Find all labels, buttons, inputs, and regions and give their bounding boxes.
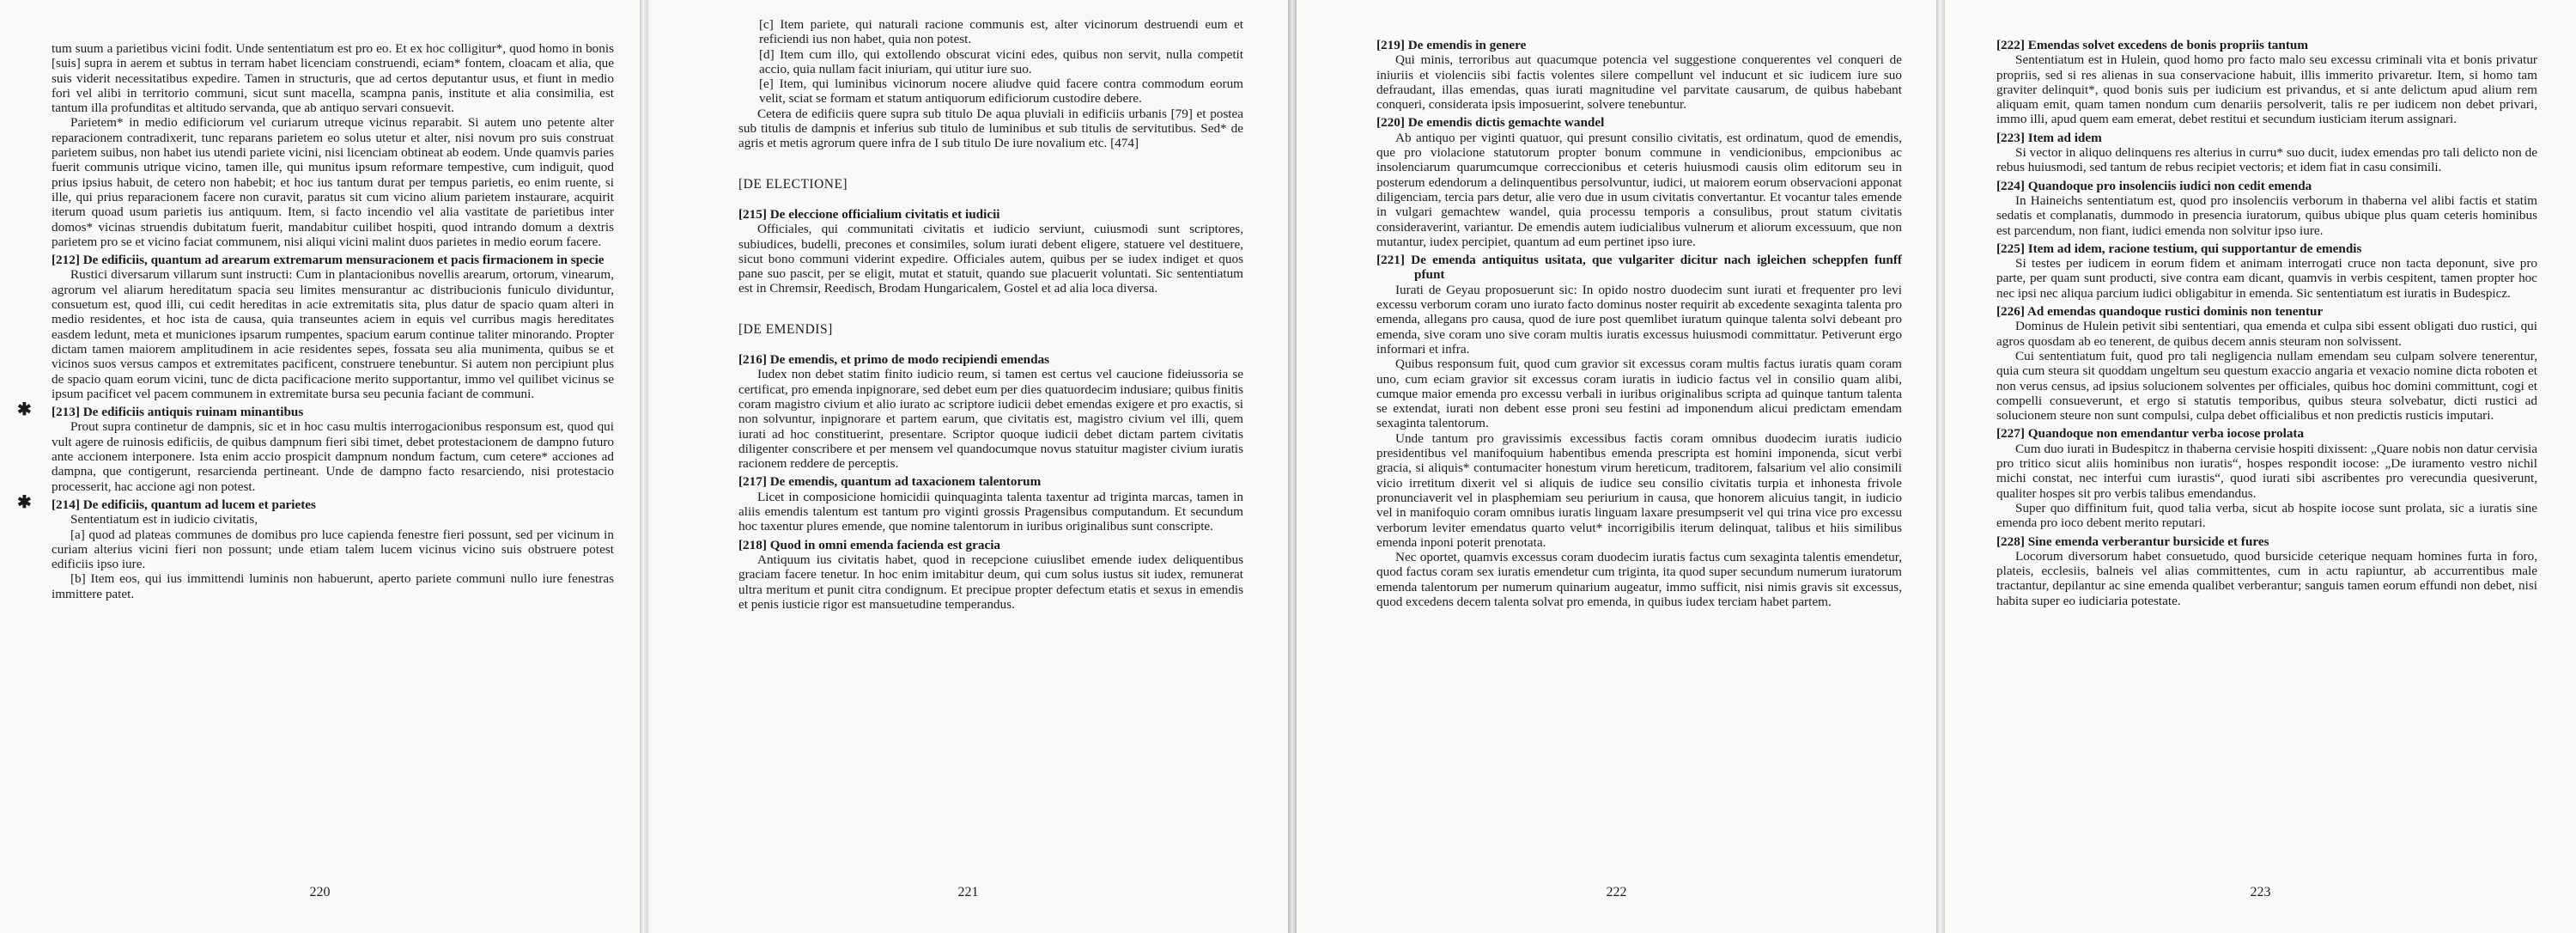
entry-paragraph: Super quo diffinitum fuit, quod talia verba, sicut ab hospite iocose sunt prolata, sic a iuratis sine emenda pro ioco debent merito reputari.	[1996, 500, 2537, 531]
entry-paragraph: Licet in composicione homicidii quinquaginta talenta taxentur ad triginta marcas, tamen in aliis emendis talentum est tantum pro viginti grossis Pragensibus computandum. Et secundum hoc taxentur plures emende, que nomine talentorum in iuribus originalibus sunt conscripte.	[738, 489, 1243, 534]
page-number: 223	[2250, 885, 2271, 899]
entry-number: [214]	[52, 497, 80, 512]
entry-number: [212]	[52, 253, 80, 268]
legal-entry	[738, 538, 1243, 612]
legal-entry	[738, 474, 1243, 534]
entry-heading	[52, 497, 614, 512]
page-body	[17, 41, 614, 601]
entry-number: [221]	[1376, 253, 1405, 268]
page-222	[1297, 0, 1936, 933]
page-gutter	[640, 0, 648, 933]
entry-paragraph: Cum duo iurati in Budespitcz in thaberna cervisie hospiti dixissent: „Quare nobis non datur cervisia pro tritico sicut aliis hominibus non iuratis“, hospes respondit iocose: „De iuramento vestro nichil michi constat, nec interfui cum iurastis“, quod iurati sibi ascribentes pro verecundia quesiverunt, qualiter hospes sit pro verbis talibus emendandus.	[1996, 441, 2537, 501]
paragraph: tum suum a parietibus vicini fodit. Unde sententiatum est pro eo. Et ex hoc colligitur*, quod homo in bonis [suis] supra in aerem et subtus in terram habet licenciam construendi, eciam* fontem, cloacam et alia, que suis viderit necessitatibus expedire. Tamen in structuris, que ad certos deputantur usus, et fiunt in medio fori vel alibi in territorio communi, sicut sunt macella, scampna panis, institute et alia consimilia, est tantum illa profunditas et altitudo servanda, que ab antiquo servari consuevit.	[52, 41, 614, 116]
entry-paragraph: Qui minis, terroribus aut quacumque potencia vel suggestione conquerentes vel conqueri de iniuriis et violenciis sibi factis volentes silere compellunt vel inducunt et sic iudicem iure suo defraudant, illas emendas, quas iurati magnitudine vel parvitate causarum, de quibus habebant conqueri, considerata ipsis imposuerint, solvere tenebuntur.	[1376, 52, 1902, 113]
entry-title: De emendis in genere	[1407, 38, 1527, 52]
entry-number: [228]	[1996, 534, 2025, 549]
entry-heading	[1996, 179, 2537, 193]
entry-number: [217]	[738, 474, 767, 490]
entry-title: De edificiis, quantum ad arearum extremarum mensuracionem et pacis firmacionem in specie	[82, 253, 605, 268]
entry-heading	[1376, 115, 1902, 130]
entry-heading	[1996, 534, 2537, 549]
legal-entry	[1376, 115, 1902, 249]
page-223	[1945, 0, 2576, 933]
entry-title: Ad emendas quandoque rustici dominis non tenentur	[2026, 304, 2324, 320]
entry-title: Item ad idem, racione testium, qui supportantur de emendis	[2027, 241, 2362, 256]
entry-number: [223]	[1996, 130, 2025, 145]
entry-paragraph: [a] quod ad plateas communes de domibus pro luce capienda fenestre fieri possunt, sed per vicinum in curiam alterius vicini fieri non possunt; unde etiam talem lucem vicinus vicino suis obstruere potest edificiis ipso iure.	[52, 527, 614, 572]
entry-paragraph: Si vector in aliquo delinquens res alterius in curru* suo ducit, iudex emendas pro tali delicto non de rebus huiusmodi, sed tantum de rebus recipiet vectoris; et idem fiat in casu consimili.	[1996, 145, 2537, 175]
entry-title: De emendis, quantum ad taxacionem talentorum	[769, 474, 1042, 490]
entry-paragraph: Nec oportet, quamvis excessus coram duodecim iuratis factus cum sexaginta talentis emendetur, quod factus coram sex iuratis emendetur cum triginta, ita quod super secundum numerum iuratorum emenda talentorum per numerum quinarium augeatur, immo sufficit, nisi nimis gravis sit excessus, quod excedens decem talenta solvat pro emenda, in quibus iudex terciam habet partem.	[1376, 550, 1902, 609]
legal-entry	[1996, 38, 2537, 127]
entry-heading	[52, 253, 614, 267]
entry-number: [225]	[1996, 241, 2025, 256]
page-body	[738, 17, 1243, 612]
entry-heading	[1376, 38, 1902, 52]
legal-entry	[738, 207, 1243, 296]
entry-paragraph: In Haineichs sententiatum est, quod pro insolenciis verborum in thaberna vel alibi factis et statim sedatis et complanatis, dummodo in presencia iuratorum, quibus ubique plus quam ceteris hominibus est parcendum, non fiant, iudici emenda non solvitur ipso iure.	[1996, 192, 2537, 238]
section-heading: [DE ELECTIONE]	[738, 176, 848, 192]
entry-title: De edificiis, quantum ad lucem et parietes	[82, 497, 316, 512]
legal-entry	[1376, 38, 1902, 112]
entry-title: De edificiis antiquis ruinam minantibus	[82, 405, 304, 420]
asterisk-marker-icon: ✱	[17, 492, 32, 512]
page-number: 222	[1606, 885, 1627, 899]
legal-entry	[17, 492, 614, 601]
entry-paragraph: Quibus responsum fuit, quod cum gravior sit excessus coram multis factus iuratis quam coram uno, cum eciam gravior sit excessus coram iuratis in iudicio factus vel in consilio quam alibi, cumque maior emenda pro excessu verbali in iuribus originalibus scripta ad quinque tantum talenta se extendat, iurati non debent esse proni seu festini ad imponendum alicui predictam emendam sexaginta talentorum.	[1376, 357, 1902, 431]
legal-entry	[1996, 534, 2537, 608]
legal-entry	[1376, 253, 1902, 609]
entry-paragraph: Unde tantum pro gravissimis excessibus factis coram omnibus duodecim iuratis iudicio presidentibus vel manifoquium habentibus emenda prescripta est homini imponenda, sicut verbi gracia, si aliquis* contumaciter honestum virum hereticum, traditorem, falsarium vel alio consimili vicio irretitum dixerit vel si aliquis de iudice seu consilio civitatis turpia et inhonesta frivole pronunciaverit vel in plasphemiam seu periurium in causa, que honorem alicuius tangit, in iudicio vel in manifoquio coram omnibus iuratis linguam laxare presumpserit vel qui trina vice pro excessu verborum leviter emendatus quarto velut* incorrigibilis iterum delinquat, talibus et hiis similibus emenda inponi poterit prenotata.	[1376, 430, 1902, 550]
entry-paragraph: Cui sententiatum fuit, quod pro tali negligencia nullam emendam seu culpam solvere tenerentur, quia cum steura sit quoddam ungeltum seu questum exaccio angaria et vexacio nomine dicta roboten et non verus census, ad ipsius solucionem solventes per officiales, quibus hoc domini committunt, cogi et compelli consueverunt, et ergo si statutis temporibus, quibus steura solvebatur, dicti rustici ad solucionem steure non sunt compulsi, culpa debet officialibus et non predictis rusticis imputari.	[1996, 348, 2537, 424]
entry-number: [222]	[1996, 38, 2025, 52]
entry-paragraph: Rustici diversarum villarum sunt instructi: Cum in plantacionibus novellis arearum, ortorum, vinearum, agrorum vel aliarum hereditatum spacia seu limites mensurantur ac distribucionis funiculo dividuntur, consuetum est, quod illi, cui cedit hereditas in acie extremitatis sita, plus datur de spacio quam alteri in medio residentes, et hoc ista de causa, quia transeuntes aciem in equis vel curribus magis hereditates easdem ledunt, meta et municiones ipsarum rumpentes, spacium earum continue taliter minorando. Propter dictam tamen maiorem amplitudinem in acie residentes sepes, fossata seu alia munimenta, quibus se et vicinos suos versus campos et extremitates pacificent, construere tenebuntur. Si autem non percipiunt plus de spacio quam eorum vicini, tunc de dicta pacificacione merito supportantur, immo vel quilibet vicinus se ipsum pacificet vel pacem communem in extremitate bursa seu pecunia faciant de communi.	[52, 267, 614, 401]
paragraph: Parietem* in medio edificiorum vel curiarum utreque vicinus reparabit. Si autem uno petente alter reparacionem contradixerit, tunc reparans parietem eo solus utetur et alter, nisi novum pro suis construat parietem suibus, non habet ius utendi pariete vicini, nisi licenciam obtineat ab eodem. Unde quamvis paries fuerit communis utrique vicino, tamen ille, qui munitus ipsum reformare tempestive, cum indiguit, quod prius ipsius habuit, de cetero non habebit; et hoc ius tantum durat per tempus parietis, eo enim ruente, si ille, qui prius reparacionem facere non curavit, paratus sit cum vicino alium parietem instaurare, acquirit iterum quoad usum parietis ius antiquum. Item, si facto incendio vel alia vastitate de parietibus inter domos* vicinas struendis dubitatum fuerit, mandabitur cuilibet hospiti, quod intrando domum a dextris parietem pro se et vicino faciat communem, nisi aliqui vicini malint duos parietes in medio eorum facere.	[52, 115, 614, 249]
entry-heading	[1996, 426, 2537, 441]
entry-paragraph: Ab antiquo per viginti quatuor, qui presunt consilio civitatis, est ordinatum, quod de emendis, que pro violacione statutorum propter bonum commune in vendicionibus, empcionibus ac insolenciarum quarumcumque correccionibus et ceteris huiusmodi causis olim editorum seu in posterum edendorum a delinquentibus persolvuntur, iudici, ut maiorem eorum observacioni apponat diligenciam, tercia pars detur, alie vero due in usum civitatis convertantur. Et vocantur tales emende in vulgari gemachtew wandel, quia processu temporis a consulibus, prout statum civitatis consideraverint, variantur. De emendis autem iudicialibus vulnerum et aliorum excessuum, que non mutantur, iudex percipiet, quantum ad eum pertinet ipso iure.	[1376, 130, 1902, 249]
entry-heading	[1996, 241, 2537, 256]
entry-number: [227]	[1996, 426, 2025, 442]
entry-paragraph: Iurati de Geyau proposuerunt sic: In opido nostro duodecim sunt iurati et frequenter pro levi excessu verborum coram uno iurato facto dominus noster requirit ab excedente sexaginta talenta pro emenda, allegans pro causa, quod de iure post quemlibet iuratum quinque talenta solvi debeant pro emenda, sive coram uno sive coram multis iuratis excessus huiusmodi committatur. Petiverunt ergo informari et infra.	[1376, 282, 1902, 357]
page-gutter	[1936, 0, 1945, 933]
entry-title: Item ad idem	[2027, 130, 2102, 145]
entry-number: [215]	[738, 206, 767, 222]
legal-entry	[1996, 179, 2537, 238]
entry-heading	[1996, 131, 2537, 145]
entry-title: De eleccione officialium civitatis et iudicii	[769, 206, 1000, 222]
page-number: 220	[309, 885, 331, 899]
entry-title: Sine emenda verberantur bursicide et fures	[2027, 534, 2269, 549]
entry-title: De emendis dictis gemachte wandel	[1407, 115, 1605, 131]
legal-entry	[1996, 241, 2537, 301]
entry-heading	[1996, 38, 2537, 52]
entry-title: Quod in omni emenda facienda est gracia	[769, 537, 1001, 552]
page-221	[648, 0, 1288, 933]
entry-number: [216]	[738, 352, 767, 368]
entry-heading	[52, 405, 614, 419]
entry-paragraph: Dominus de Hulein petivit sibi sententiari, qua emenda et culpa sibi essent obligati duo rustici, qui agros quosdam ab eo tenerent, de quibus decem annis steuram non solvissent.	[1996, 319, 2537, 349]
entry-heading	[738, 474, 1243, 489]
entry-paragraph: Iudex non debet statim finito iudicio reum, si tamen est certus vel caucione fideiussoria se certificat, pro emenda inpignorare, sed debet eum per dies quatuordecim indusiare; quibus finitis coram magistro civium et alio iurato ac scriptore iudicii debet emendas exigere et pro exactis, si non solvuntur, inpignorare et partem earum, que civitatis est, magistro civium vel illi, quem iurati ad hoc constituerint, presentare. Scriptor quoque iudicii debet dictam partem civitatis diligenter conscribere et per mensem vel quandocumque novus statuitur magister civium iuratis racionem reddere de perceptis.	[738, 367, 1243, 472]
entry-number: [218]	[738, 537, 767, 552]
legal-entry	[738, 352, 1243, 471]
entry-title: De emendis, et primo de modo recipiendi emendas	[769, 352, 1050, 368]
legal-entry	[1996, 426, 2537, 530]
entry-paragraph: Locorum diversorum habet consuetudo, quod bursicide ceterique nequam homines furta in foro, plateis, ecclesiis, balneis vel alias committentes, cum in actu rapiuntur, ab accurrentibus male tractantur, depilantur ac sine emenda qualibet verberantur; sanguis tamen eorum effundi non debet, nisi habita super eo iudiciaria potestate.	[1996, 548, 2537, 608]
entry-paragraph: Si testes per iudicem in eorum fidem et animam interrogati cruce non tacta deponunt, sive pro parte, per quam sunt producti, sive contra eam dicant, quamvis in verbis cespitent, tamen propter hoc nec ipsi nec aliqua parcium iudici obligabitur in emenda. Sic sententiatum est iuratis in Budespicz.	[1996, 256, 2537, 301]
entry-number: [220]	[1376, 115, 1405, 131]
entry-heading	[738, 207, 1243, 222]
entry-heading	[738, 352, 1243, 367]
entry-heading	[1376, 253, 1902, 283]
entry-title: Quandoque non emendantur verba iocose prolata	[2027, 426, 2305, 442]
entry-paragraph: Antiquum ius civitatis habet, quod in recepcione cuiuslibet emende iudex deliquentibus graciam facere tenetur. In hoc enim imitabitur deum, qui cum solus iustus sit iudex, remunerat ultra meritum et punit citra condignum. Et precipue propter defectum etatis et sexus in emendis et penis iusticie rigor est mansuetudine temperandus.	[738, 552, 1243, 612]
page-number: 221	[957, 885, 979, 899]
section-heading: [DE EMENDIS]	[738, 321, 833, 337]
legal-entry	[52, 253, 614, 401]
entry-title: Emendas solvet excedens de bonis propriis tantum	[2027, 38, 2308, 52]
legal-entry	[1996, 304, 2537, 423]
paragraph: [e] Item, qui luminibus vicinorum nocere aliudve quid facere contra commodum eorum velit, sciat se formam et statum antiquorum edificiorum custodire debere.	[759, 76, 1243, 107]
entry-heading	[738, 538, 1243, 552]
entry-title: Quandoque pro insolenciis iudici non cedit emenda	[2027, 178, 2312, 193]
legal-entry	[17, 400, 614, 494]
paragraph: Cetera de edificiis quere supra sub titulo De aqua pluviali in edificiis urbanis [79] et postea sub titulis de dampnis et inferius sub titulo de luminibus et sub titulis de servitutibus. Sed* de agris et metis agrorum quere infra de I sub titulo De iure novalium etc. [474]	[738, 106, 1243, 151]
scan-divider	[1288, 0, 1297, 933]
entry-paragraph: [b] Item eos, qui ius immittendi luminis non habuerunt, aperto pariete communi nullo iure fenestras immittere patet.	[52, 571, 614, 601]
page-220	[0, 0, 640, 933]
entry-number: [224]	[1996, 178, 2025, 193]
paragraph: [d] Item cum illo, qui extollendo obscurat vicini edes, quibus non servit, nulla competit accio, quia nullam facit iniuriam, qui utitur iure suo.	[759, 46, 1243, 76]
legal-entry	[1996, 131, 2537, 175]
entry-number: [219]	[1376, 38, 1405, 52]
entry-paragraph: Prout supra continetur de dampnis, sic et in hoc casu multis interrogacionibus responsum est, quod qui vult agere de ruinosis edificiis, de quibus dampnum fieri sibi timet, debet protestacionem de dampno futuro ante accionem interponere. Ista enim accio prospicit dampnum nondum factum, cum cetere* acciones ad dampna, que contigerunt, resarcienda pertineant. Unde de dampno facto resarciendo, nisi protestacio processerit, hac accione agi non potest.	[52, 419, 614, 494]
page-body	[1376, 38, 1902, 609]
entry-paragraph: Officiales, qui communitati civitatis et iudicio serviunt, cuiusmodi sunt scriptores, subiudices, budelli, precones et consimiles, solum iurati debent eligere, statuere vel destituere, sicut bono communi viderint expedire. Officiales autem, quibus per se iudex indiget et quos pane suo pascit, per se eligit, mutat et statuit, quando sue placuerit voluntati. Sic sententiatum est in Chremsir, Reedisch, Brodam Hungaricalem, Gostel et ad alia loca diversa.	[738, 222, 1243, 296]
entry-heading	[1996, 304, 2537, 319]
entry-title: De emenda antiquitus usitata, que vulgariter dicitur nach igleichen scheppfen funff pfunt	[1411, 253, 1902, 283]
entry-paragraph: Sententiatum est in iudicio civitatis,	[70, 512, 258, 527]
asterisk-marker-icon: ✱	[17, 400, 32, 420]
entry-number: [213]	[52, 405, 80, 420]
page-body	[1996, 38, 2537, 608]
paragraph: [c] Item pariete, qui naturali racione communis est, alter vicinorum destruendi eum et reficiendi ius non habet, quia non potest.	[759, 17, 1243, 47]
entry-number: [226]	[1996, 304, 2025, 320]
entry-paragraph: Sententiatum est in Hulein, quod homo pro facto malo seu excessu criminali vita et bonis privatur propriis, sed si res alienas in sua conservacione habuit, illis immerito privaretur. Item, si homo tam graviter delinquit*, quod bonis suis per iudicium est privandus, et si ante delictum apud alium rem aliquam emit, quam tamen nondum cum denariis persolverit, talis re per iudicem non debet privari, immo illi, apud quem eam emerat, debet restitui et secundum iusticiam iterum assignari.	[1996, 52, 2537, 127]
